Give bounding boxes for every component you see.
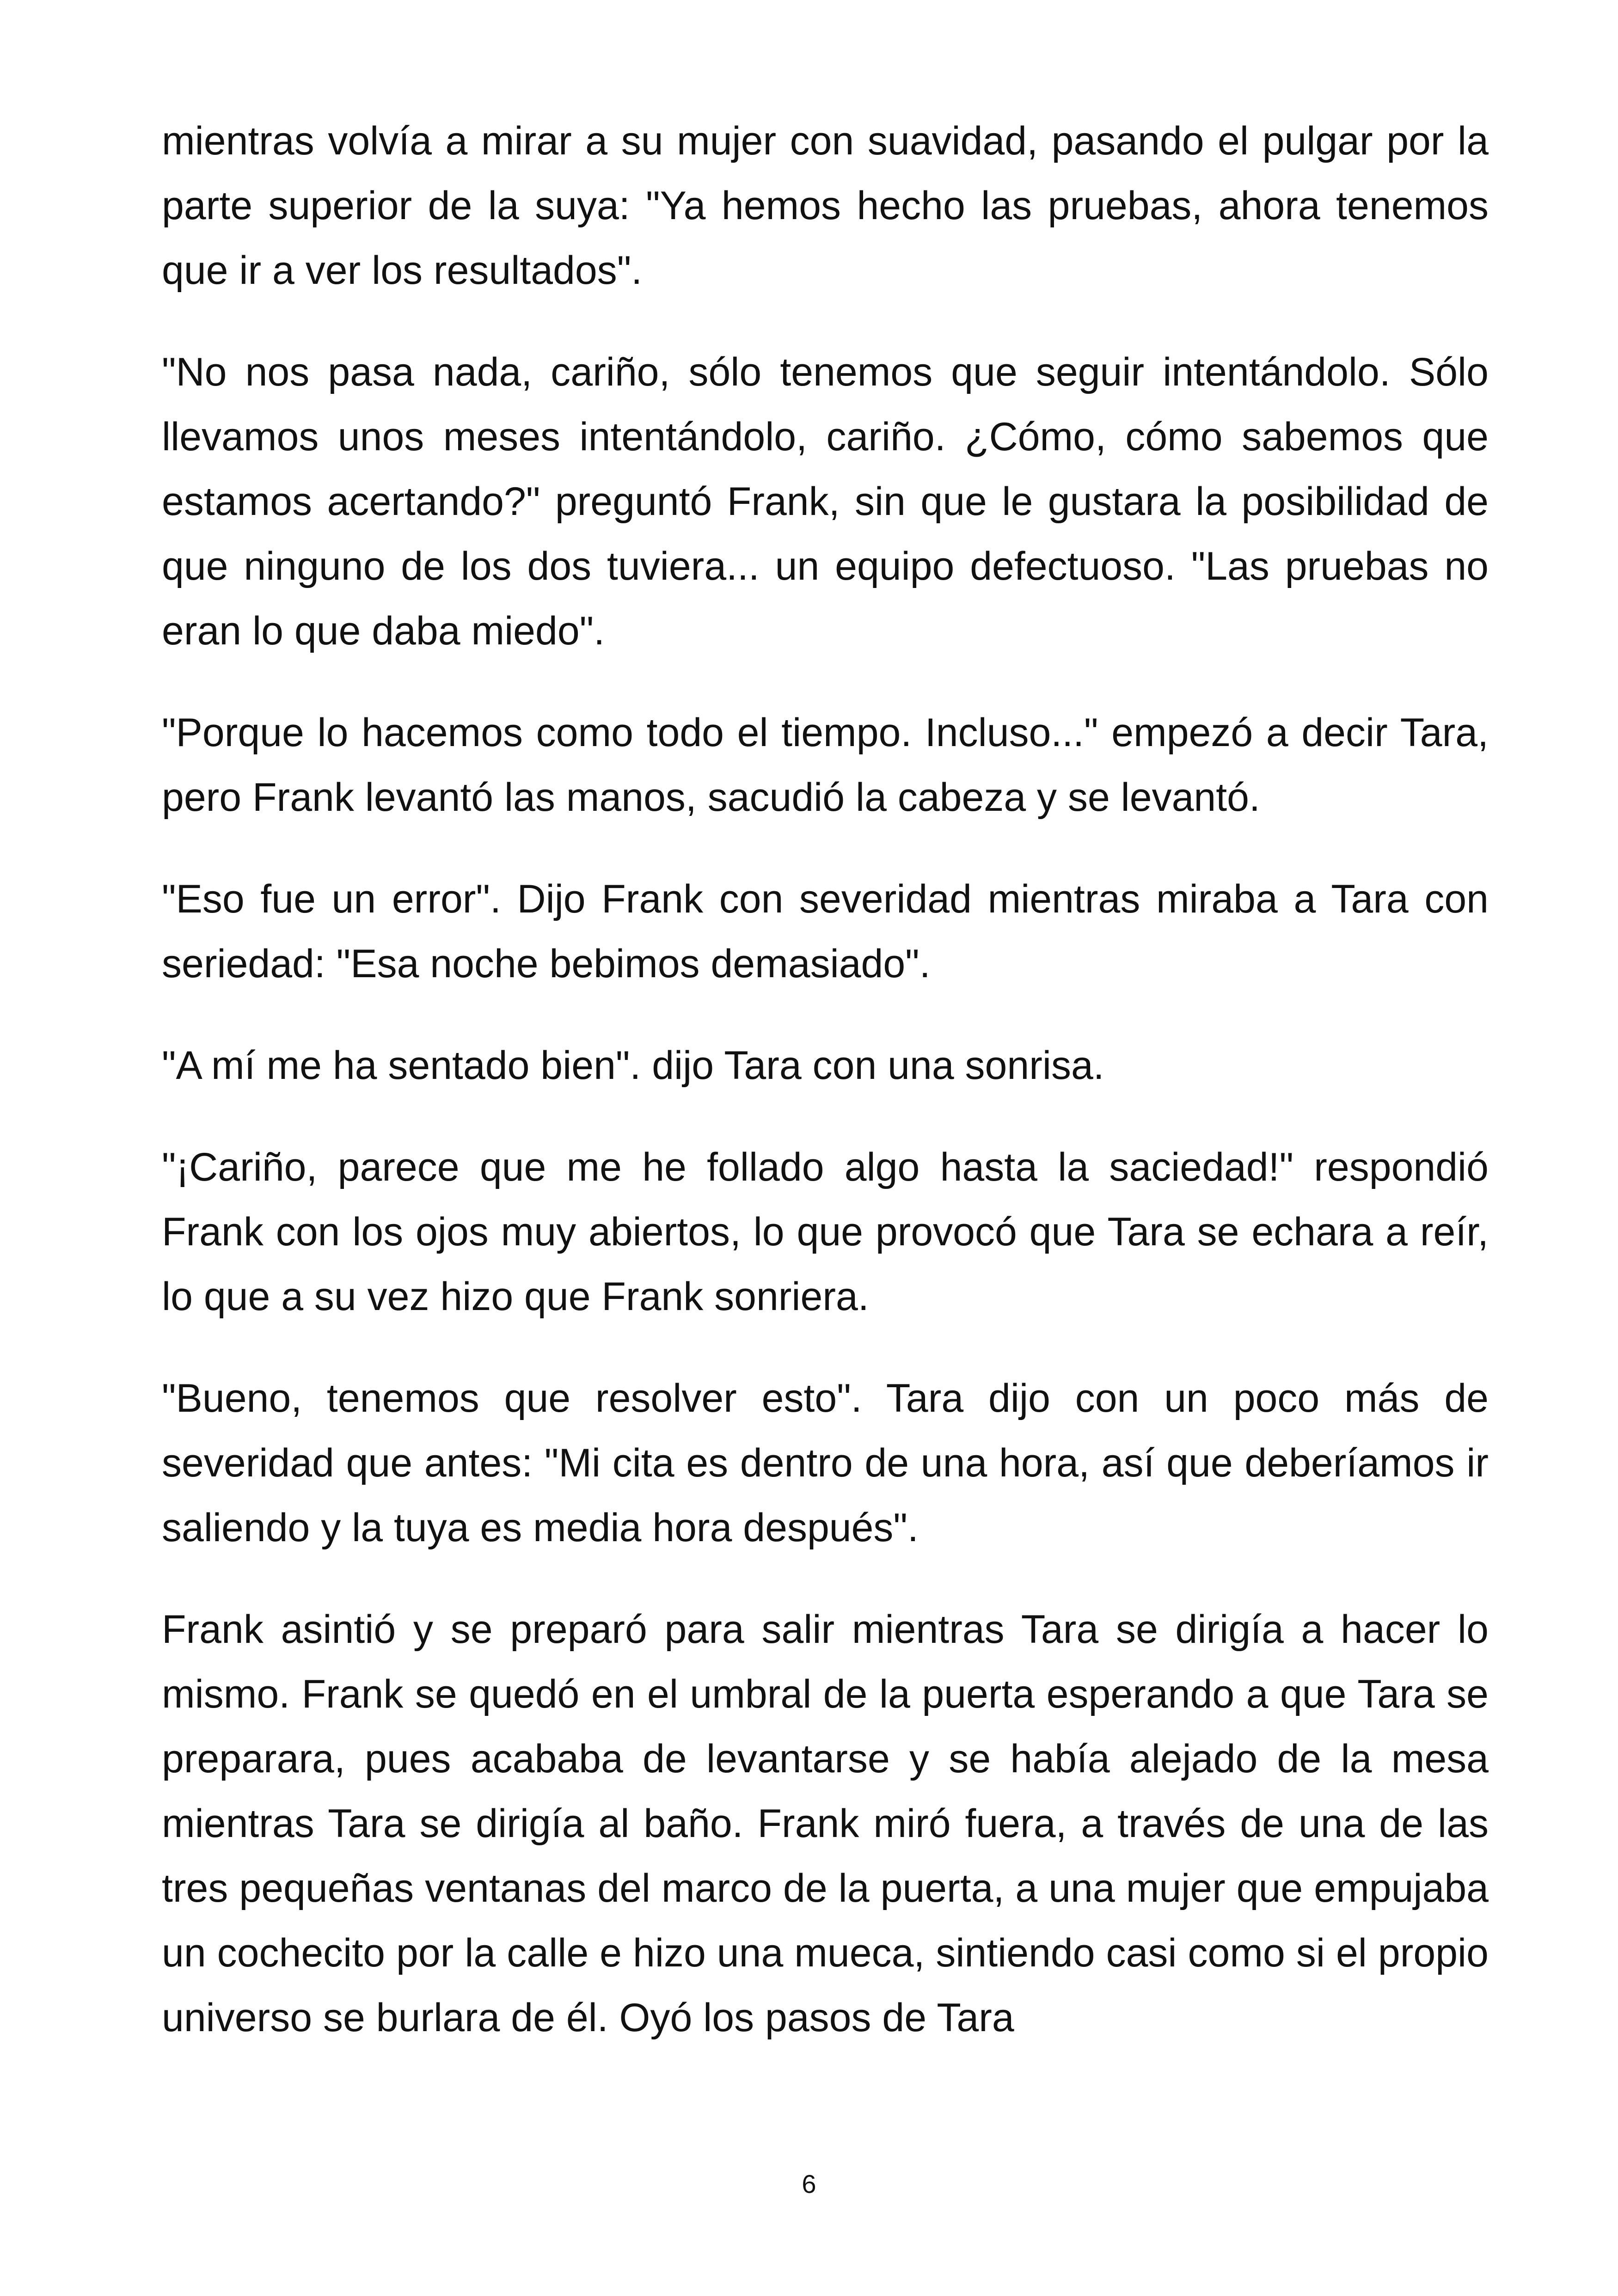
paragraph-3: "Porque lo hacemos como todo el tiempo. Incluso..." empezó a decir Tara, pero Frank levantó las manos, sacudió la cabeza y se levantó. bbox=[162, 710, 1489, 820]
page-number: 6 bbox=[802, 2169, 816, 2198]
paragraph-8: Frank asintió y se preparó para salir mientras Tara se dirigía a hacer lo mismo. Frank se quedó en el umbral de la puerta esperando a que Tara se preparara, pues acababa de levantarse y se había alejado de la mesa mientras Tara se dirigía al baño. Frank miró fuera, a través de una de las tres pequeñas ventanas del marco de la puerta, a una mujer que empujaba un cochecito por la calle e hizo una mueca, sintiendo casi como si el propio universo se burlara de él. Oyó los pasos de Tara bbox=[162, 1607, 1489, 2040]
paragraph-1: mientras volvía a mirar a su mujer con suavidad, pasando el pulgar por la parte superior de la suya: "Ya hemos hecho las pruebas, ahora tenemos que ir a ver los resultados". bbox=[162, 119, 1489, 293]
paragraph-4: "Eso fue un error". Dijo Frank con severidad mientras miraba a Tara con seriedad: "Esa noche bebimos demasiado". bbox=[162, 877, 1489, 986]
body-text bbox=[162, 109, 1489, 2050]
paragraph-7: "Bueno, tenemos que resolver esto". Tara dijo con un poco más de severidad que antes: "Mi cita es dentro de una hora, así que deberíamos ir saliendo y la tuya es media hora después". bbox=[162, 1376, 1489, 1550]
paragraph-2: "No nos pasa nada, cariño, sólo tenemos que seguir intentándolo. Sólo llevamos unos meses intentándolo, cariño. ¿Cómo, cómo sabemos que estamos acertando?" preguntó Frank, sin que le gustara la posibilidad de que ninguno de los dos tuviera... un equipo defectuoso. "Las pruebas no eran lo que daba miedo". bbox=[162, 350, 1489, 653]
paragraph-5: "A mí me ha sentado bien". dijo Tara con una sonrisa. bbox=[162, 1043, 1104, 1088]
paragraph-6: "¡Cariño, parece que me he follado algo hasta la saciedad!" respondió Frank con los ojos muy abiertos, lo que provocó que Tara se echara a reír, lo que a su vez hizo que Frank sonriera. bbox=[162, 1145, 1489, 1319]
